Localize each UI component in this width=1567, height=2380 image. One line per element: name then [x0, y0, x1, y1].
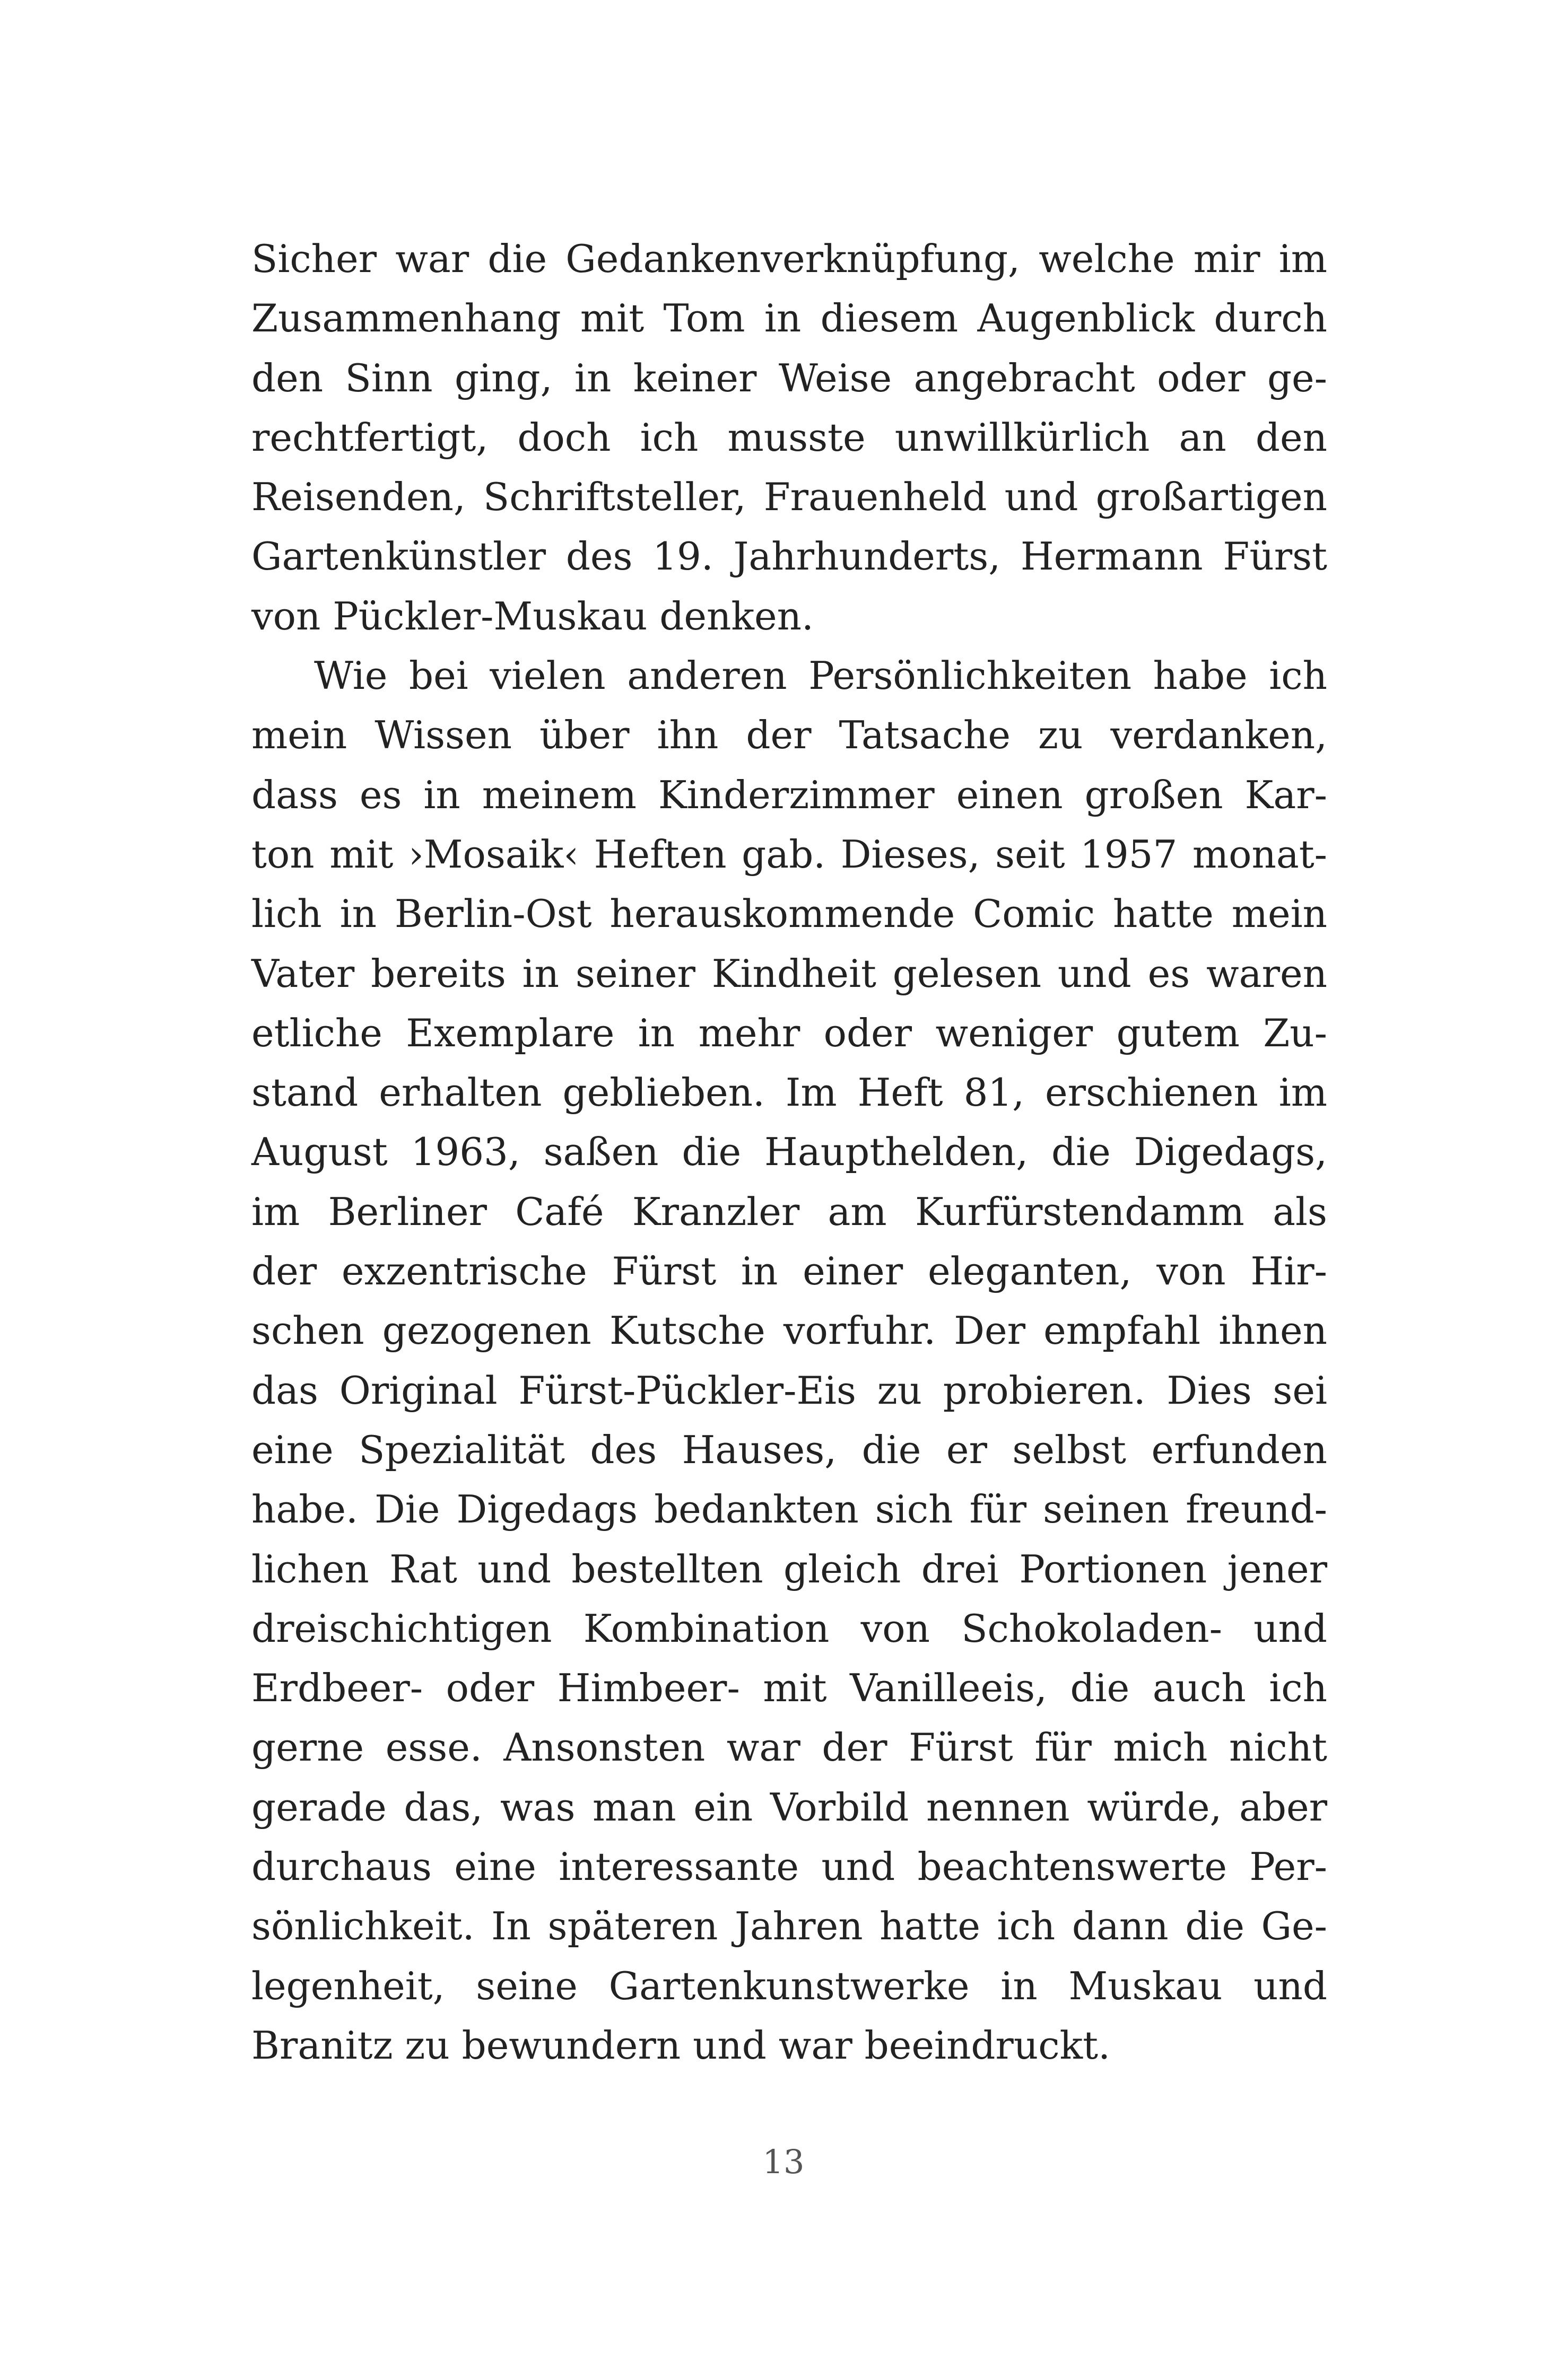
paragraph-2 — [251, 646, 1327, 2075]
text-line: dreischichtigen Kombination von Schokoladen- und — [251, 1606, 1327, 1651]
text-line: Gartenkünstler des 19. Jahrhunderts, Hermann Fürst — [251, 534, 1327, 579]
page-number: 13 — [762, 2142, 805, 2181]
text-line: lichen Rat und bestellten gleich drei Portionen jener — [251, 1546, 1327, 1591]
text-line: eine Spezialität des Hauses, die er selbst erfunden — [251, 1427, 1327, 1472]
text-line: gerade das, was man ein Vorbild nennen würde, aber — [251, 1784, 1327, 1830]
text-line: mein Wissen über ihn der Tatsache zu verdanken, — [251, 713, 1327, 758]
text-line: lich in Berlin-Ost herauskommende Comic hatte mein — [251, 891, 1327, 937]
text-line: August 1963, saßen die Haupthelden, die Digedags, — [251, 1130, 1327, 1175]
text-line: Branitz zu bewundern und war beeindruckt. — [251, 2023, 1110, 2068]
text-line: von Pückler-Muskau denken. — [251, 593, 814, 638]
text-line: habe. Die Digedags bedankten sich für seinen freund- — [251, 1487, 1327, 1532]
text-line: legenheit, seine Gartenkunstwerke in Muskau und — [251, 1963, 1327, 2008]
text-line: Reisenden, Schriftsteller, Frauenheld und großartigen — [251, 475, 1327, 520]
text-line: sönlichkeit. In späteren Jahren hatte ich dann die Ge- — [251, 1904, 1327, 1949]
text-line: ton mit ›Mosaik‹ Heften gab. Dieses, seit 1957 monat- — [251, 832, 1327, 877]
text-line: den Sinn ging, in keiner Weise angebracht oder ge- — [251, 355, 1327, 400]
text-line: dass es in meinem Kinderzimmer einen großen Kar- — [251, 772, 1327, 817]
text-line: gerne esse. Ansonsten war der Fürst für mich nicht — [251, 1725, 1327, 1770]
text-line: etliche Exemplare in mehr oder weniger gutem Zu- — [251, 1010, 1327, 1055]
text-line: schen gezogenen Kutsche vorfuhr. Der empfahl ihnen — [251, 1308, 1327, 1353]
body-text — [251, 229, 1327, 2075]
text-line: der exzentrische Fürst in einer eleganten, von Hir- — [251, 1249, 1327, 1294]
text-line: rechtfertigt, doch ich musste unwillkürlich an den — [251, 415, 1327, 460]
text-line: im Berliner Café Kranzler am Kurfürstendamm als — [251, 1189, 1327, 1234]
text-line: Erdbeer- oder Himbeer- mit Vanilleeis, die auch ich — [251, 1666, 1327, 1711]
text-line: Sicher war die Gedankenverknüpfung, welche mir im — [251, 237, 1327, 281]
text-line: stand erhalten geblieben. Im Heft 81, erschienen im — [251, 1070, 1327, 1115]
text-line: Vater bereits in seiner Kindheit gelesen und es waren — [251, 951, 1327, 996]
text-line: Zusammenhang mit Tom in diesem Augenblick durch — [251, 296, 1327, 341]
text-line: durchaus eine interessante und beachtenswerte Per- — [251, 1844, 1327, 1889]
text-line: das Original Fürst-Pückler-Eis zu probieren. Dies sei — [251, 1368, 1327, 1413]
paragraph-1 — [251, 229, 1327, 646]
text-line: Wie bei vielen anderen Persönlichkeiten habe ich — [314, 653, 1327, 698]
